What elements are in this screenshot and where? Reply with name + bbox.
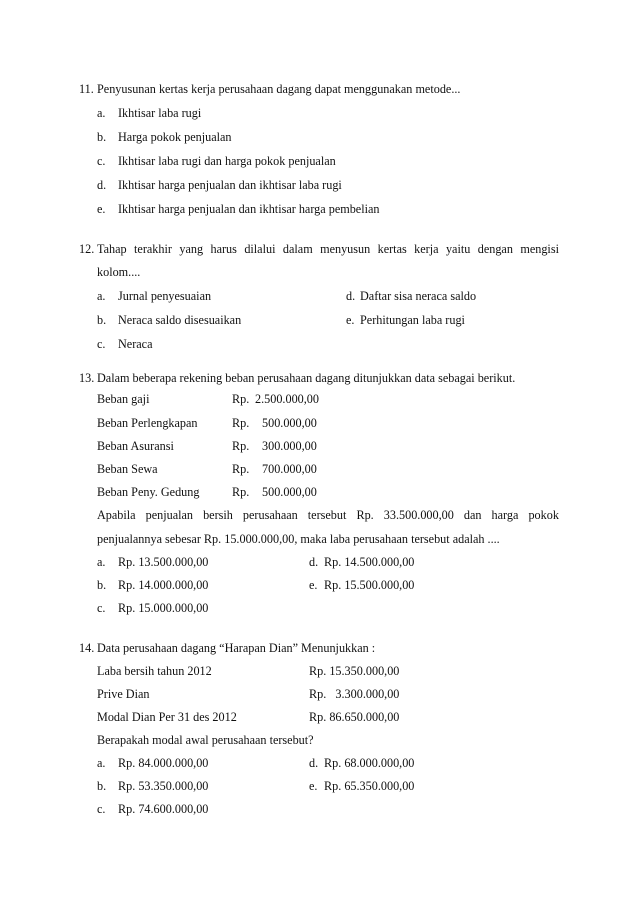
option-letter: a. bbox=[97, 106, 106, 120]
option-text: Perhitungan laba rugi bbox=[360, 313, 465, 327]
word: harga bbox=[491, 508, 519, 522]
question-text-line-1 bbox=[97, 242, 559, 256]
question-text-line-2: kolom.... bbox=[97, 265, 141, 279]
option-letter: d. bbox=[97, 178, 107, 192]
option-text: Ikhtisar harga penjualan dan ikhtisar laba rugi bbox=[118, 178, 342, 192]
option-text: Neraca saldo disesuaikan bbox=[118, 313, 242, 327]
word: mengisi bbox=[520, 242, 559, 256]
word: kertas bbox=[377, 242, 407, 256]
currency: Rp. bbox=[232, 462, 250, 476]
option-text: Daftar sisa neraca saldo bbox=[360, 289, 477, 303]
data-value: Rp. 3.300.000,00 bbox=[309, 687, 400, 701]
option-text: Ikhtisar harga penjualan dan ikhtisar harga pembelian bbox=[118, 202, 380, 216]
option-text: Jurnal penyesuaian bbox=[118, 289, 212, 303]
option-letter: e. bbox=[309, 779, 318, 793]
option-text: Rp. 14.500.000,00 bbox=[324, 555, 415, 569]
expense-label: Beban Asuransi bbox=[97, 439, 174, 453]
question-number: 14. bbox=[79, 641, 95, 655]
option-letter: b. bbox=[97, 779, 107, 793]
expense-amount: 300.000,00 bbox=[262, 439, 317, 453]
option-text: Ikhtisar laba rugi bbox=[118, 106, 202, 120]
word: yaitu bbox=[445, 242, 471, 256]
data-value: Rp. 86.650.000,00 bbox=[309, 710, 400, 724]
option-text: Rp. 74.600.000,00 bbox=[118, 802, 209, 816]
currency: Rp. bbox=[232, 416, 250, 430]
option-letter: d. bbox=[346, 289, 356, 303]
expense-label: Beban Sewa bbox=[97, 462, 158, 476]
word: dengan bbox=[477, 242, 513, 256]
expense-label: Beban Peny. Gedung bbox=[97, 485, 200, 499]
question-text: Data perusahaan dagang “Harapan Dian” Menunjukkan : bbox=[97, 641, 376, 655]
expense-amount: 500.000,00 bbox=[262, 416, 317, 430]
option-text: Rp. 13.500.000,00 bbox=[118, 555, 209, 569]
option-letter: b. bbox=[97, 578, 107, 592]
option-letter: d. bbox=[309, 756, 319, 770]
question-text: Dalam beberapa rekening beban perusahaan dagang ditunjukkan data sebagai berikut. bbox=[97, 371, 516, 385]
option-text: Harga pokok penjualan bbox=[118, 130, 232, 144]
word: pokok bbox=[528, 508, 559, 522]
expense-amount: 2.500.000,00 bbox=[255, 392, 319, 406]
paragraph-line-2: penjualannya sebesar Rp. 15.000.000,00, maka laba perusahaan tersebut adalah .... bbox=[97, 532, 500, 546]
word: dilalui bbox=[244, 242, 276, 256]
option-letter: c. bbox=[97, 802, 106, 816]
word: dan bbox=[463, 508, 482, 522]
option-letter: c. bbox=[97, 337, 106, 351]
word: terakhir bbox=[134, 242, 172, 256]
option-letter: e. bbox=[346, 313, 355, 327]
option-text: Neraca bbox=[118, 337, 153, 351]
word: perusahaan bbox=[242, 508, 298, 522]
question-prompt: Berapakah modal awal perusahaan tersebut? bbox=[97, 733, 314, 747]
word: harus bbox=[210, 242, 237, 256]
expense-amount: 700.000,00 bbox=[262, 462, 317, 476]
option-text: Rp. 84.000.000,00 bbox=[118, 756, 209, 770]
option-text: Rp. 15.000.000,00 bbox=[118, 601, 209, 615]
option-letter: e. bbox=[309, 578, 318, 592]
expense-label: Beban gaji bbox=[97, 392, 150, 406]
word: bersih bbox=[203, 508, 233, 522]
word: menyusun bbox=[320, 242, 371, 256]
option-letter: e. bbox=[97, 202, 106, 216]
word: tersebut bbox=[307, 508, 347, 522]
option-letter: b. bbox=[97, 313, 107, 327]
word: dalam bbox=[282, 242, 313, 256]
data-label: Prive Dian bbox=[97, 687, 150, 701]
option-letter: a. bbox=[97, 756, 106, 770]
currency: Rp. bbox=[232, 392, 250, 406]
paragraph-line-1 bbox=[97, 508, 559, 522]
option-text: Ikhtisar laba rugi dan harga pokok penjualan bbox=[118, 154, 336, 168]
data-value: Rp. 15.350.000,00 bbox=[309, 664, 400, 678]
option-letter: a. bbox=[97, 555, 106, 569]
expense-amount: 500.000,00 bbox=[262, 485, 317, 499]
word: kerja bbox=[414, 242, 439, 256]
question-number: 13. bbox=[79, 371, 95, 385]
data-label: Modal Dian Per 31 des 2012 bbox=[97, 710, 237, 724]
option-letter: c. bbox=[97, 154, 106, 168]
word: Rp. bbox=[356, 508, 374, 522]
question-text: Penyusunan kertas kerja perusahaan dagang dapat menggunakan metode... bbox=[97, 82, 461, 96]
option-letter: c. bbox=[97, 601, 106, 615]
word: Apabila bbox=[97, 508, 136, 522]
option-letter: a. bbox=[97, 289, 106, 303]
expense-label: Beban Perlengkapan bbox=[97, 416, 198, 430]
word: Tahap bbox=[97, 242, 127, 256]
option-text: Rp. 68.000.000,00 bbox=[324, 756, 415, 770]
option-letter: b. bbox=[97, 130, 107, 144]
question-number: 11. bbox=[79, 82, 94, 96]
data-label: Laba bersih tahun 2012 bbox=[97, 664, 212, 678]
word: yang bbox=[179, 242, 204, 256]
option-text: Rp. 15.500.000,00 bbox=[324, 578, 415, 592]
word: 33.500.000,00 bbox=[383, 508, 454, 522]
question-number: 12. bbox=[79, 242, 95, 256]
option-letter: d. bbox=[309, 555, 319, 569]
currency: Rp. bbox=[232, 485, 250, 499]
word: penjualan bbox=[145, 508, 194, 522]
currency: Rp. bbox=[232, 439, 250, 453]
option-text: Rp. 53.350.000,00 bbox=[118, 779, 209, 793]
option-text: Rp. 65.350.000,00 bbox=[324, 779, 415, 793]
option-text: Rp. 14.000.000,00 bbox=[118, 578, 209, 592]
